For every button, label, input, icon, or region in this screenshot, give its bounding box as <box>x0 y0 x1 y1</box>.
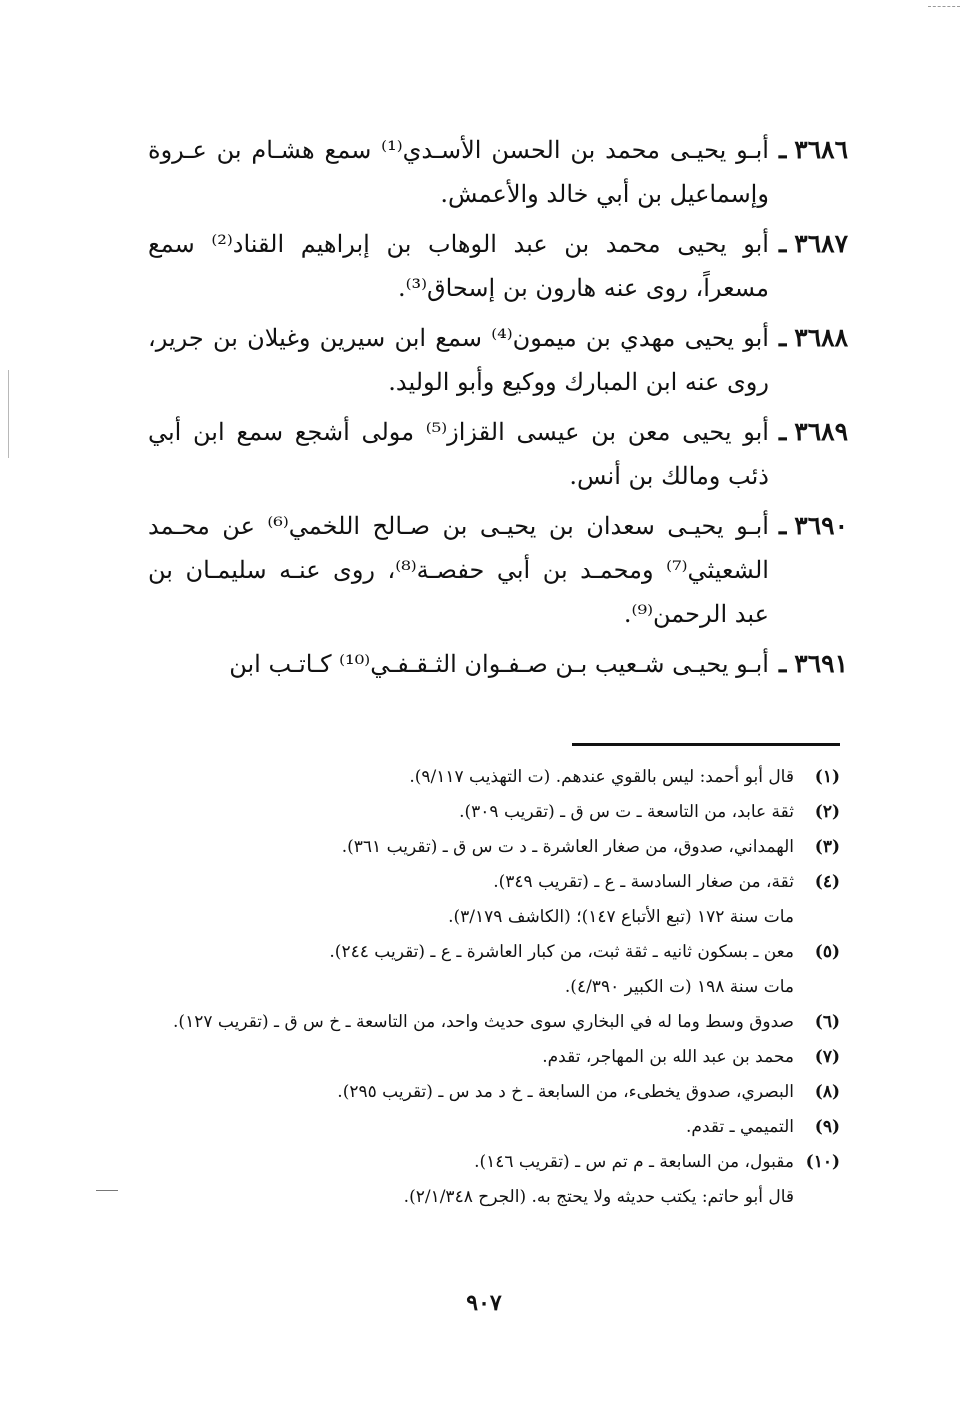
entry-dash: ـ <box>778 649 787 678</box>
footnote-line: محمد بن عبد الله بن المهاجر، تقدم. <box>542 1047 794 1067</box>
footnote-body <box>140 1075 794 1110</box>
footnote <box>140 865 840 935</box>
footnote-number: (١) <box>814 767 840 787</box>
footnote-line: التميمي ـ تقدم. <box>686 1117 794 1137</box>
entry-number: ٣٦٩١ <box>794 649 848 678</box>
entry-number: ٣٦٨٧ <box>794 229 848 258</box>
footnote <box>140 830 840 865</box>
entry-text: أبـو يحيـى محمد بن الحسن الأسـدي⁽¹⁾ سمع هشـام بن عـروة وإسماعيل بن أبي خالد والأعمش. <box>148 136 769 208</box>
footnote-line: البصري، صدوق يخطىء، من السابعة ـ خ د مد س ـ (تقريب ٢٩٥). <box>337 1082 794 1102</box>
footnote-body <box>140 830 794 865</box>
footnote-number: (١٠) <box>805 1152 840 1172</box>
footnote-number: (٥) <box>814 942 840 962</box>
footnote-body <box>140 1040 794 1075</box>
footnote <box>140 1040 840 1075</box>
entry-number: ٣٦٨٩ <box>794 417 848 446</box>
entry <box>148 128 848 216</box>
footnote <box>140 760 840 795</box>
footnote <box>140 1145 840 1215</box>
entry-dash: ـ <box>778 417 787 446</box>
entry-number: ٣٦٩٠ <box>794 511 848 540</box>
page-number: ٩٠٧ <box>466 1290 502 1316</box>
footnote-line: صدوق وسط وما له في البخاري سوى حديث واحد، من التاسعة ـ خ س ق ـ (تقريب ١٢٧). <box>173 1012 794 1032</box>
footnote-line: مات سنة ١٩٨ (ت الكبير ٤/٣٩٠). <box>564 977 794 997</box>
footnote-number: (٢) <box>814 802 840 822</box>
entry-dash: ـ <box>778 323 787 352</box>
footnote-line: قال أبو حاتم: يكتب حديثه ولا يحتج به. (الجرح ٢/١/٣٤٨). <box>403 1187 794 1207</box>
main-text <box>148 128 848 692</box>
footnote-body <box>140 1110 794 1145</box>
entry-number: ٣٦٨٦ <box>794 135 848 164</box>
footnote-body <box>140 1145 794 1215</box>
entry-dash: ـ <box>778 135 787 164</box>
entry <box>148 410 848 498</box>
footnote-line: قال أبو أحمد: ليس بالقوي عندهم. (ت التهذيب ٩/١١٧). <box>409 767 794 787</box>
scan-margin-mark <box>96 1190 118 1191</box>
footnote-number: (٨) <box>814 1082 840 1102</box>
footnote <box>140 935 840 1005</box>
footnote-line: ثقة، من صغار السادسة ـ ع ـ (تقريب ٣٤٩). <box>493 872 794 892</box>
entry <box>148 642 848 686</box>
footnote-body <box>140 760 794 795</box>
footnote-divider <box>572 743 840 746</box>
footnote-number: (٦) <box>814 1012 840 1032</box>
footnote-number: (٧) <box>814 1047 840 1067</box>
entry <box>148 316 848 404</box>
footnote-line: مات سنة ١٧٢ (تبع الأتباع ١٤٧)؛ (الكاشف ٣/١٧٩). <box>448 907 794 927</box>
footnote-body <box>140 865 794 935</box>
entry-dash: ـ <box>778 511 787 540</box>
footnote-line: ثقة عابد، من التاسعة ـ ت س ق ـ (تقريب ٣٠٩). <box>459 802 794 822</box>
footnotes <box>140 760 840 1215</box>
entry-number: ٣٦٨٨ <box>794 323 848 352</box>
entry-text: أبـو يحيـى سعدان بن يحيـى بن صـالح اللخمي⁽⁶⁾ عن محـمد الشعيثي⁽⁷⁾ ومحمـد بن أبي حفصـة⁽⁸⁾، روى عنـه سليمـان بن عبد الرحمن⁽⁹⁾. <box>148 512 769 628</box>
footnote-number: (٣) <box>814 837 840 857</box>
scan-corner-mark <box>928 6 960 9</box>
footnote <box>140 795 840 830</box>
footnote-number: (٤) <box>814 872 840 892</box>
footnote-line: معن ـ بسكون ثانيه ـ ثقة ثبت، من كبار العاشرة ـ ع ـ (تقريب ٢٤٤). <box>329 942 794 962</box>
footnote-line: الهمداني، صدوق، من صغار العاشرة ـ د ت س ق ـ (تقريب ٣٦١). <box>341 837 794 857</box>
footnote-line: مقبول، من السابعة ـ م تم س ـ (تقريب ١٤٦). <box>474 1152 794 1172</box>
footnote-body <box>140 795 794 830</box>
entry-text: أبـو يحيـى شـعيب بـن صـفـوان الثـقـفـي⁽¹⁰⁾ كـاتـب ابن <box>229 650 769 678</box>
entry <box>148 504 848 636</box>
entry-text: أبو يحيى محمد بن عبد الوهاب بن إبراهيم القناد⁽²⁾ سمع مسعراً، روى عنه هارون بن إسحاق⁽³⁾. <box>148 230 769 302</box>
footnote <box>140 1110 840 1145</box>
footnote <box>140 1075 840 1110</box>
footnote-number: (٩) <box>814 1117 840 1137</box>
entry-dash: ـ <box>778 229 787 258</box>
footnote-body <box>140 935 794 1005</box>
entry <box>148 222 848 310</box>
entry-text: أبو يحيى معن بن عيسى القزاز⁽⁵⁾ مولى أشجع سمع ابن أبي ذئب ومالك بن أنس. <box>148 418 769 490</box>
footnote <box>140 1005 840 1040</box>
entry-text: أبو يحيى مهدي بن ميمون⁽⁴⁾ سمع ابن سيرين وغيلان بن جرير، روى عنه ابن المبارك ووكيع وأبو الوليد. <box>148 324 769 396</box>
footnote-body <box>140 1005 794 1040</box>
scan-margin-line <box>8 370 9 458</box>
